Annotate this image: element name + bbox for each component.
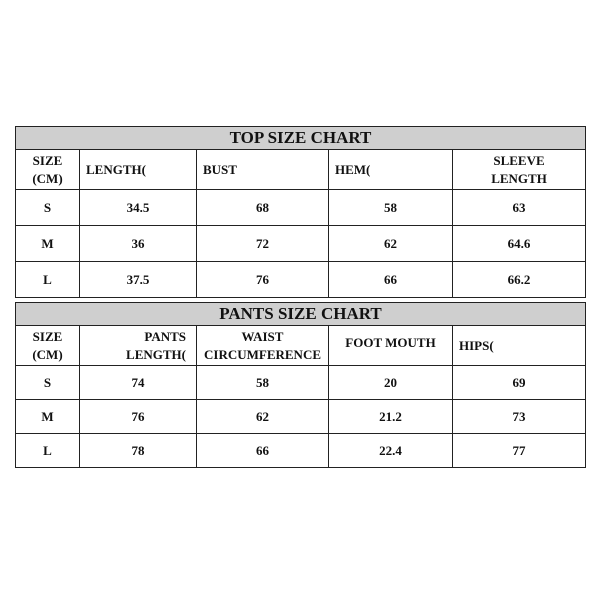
table-row [16,366,586,400]
pants-header-pants-length: PANTS LENGTH( [80,326,197,366]
hips-cell: 69 [453,366,586,400]
pants-length-cell: 78 [80,434,197,468]
size-cell: M [16,400,80,434]
table-row [16,190,586,226]
waist-cell: 62 [197,400,329,434]
hem-cell: 66 [329,262,453,298]
pants-length-cell: 76 [80,400,197,434]
size-cell: L [16,434,80,468]
table-row [16,400,586,434]
pants-length-cell: 74 [80,366,197,400]
pants-size-chart [15,302,586,468]
size-cell: S [16,190,80,226]
length-cell: 34.5 [80,190,197,226]
length-cell: 37.5 [80,262,197,298]
foot-mouth-cell: 21.2 [329,400,453,434]
hem-cell: 58 [329,190,453,226]
pants-chart-title: PANTS SIZE CHART [16,303,586,326]
bust-cell: 76 [197,262,329,298]
waist-cell: 58 [197,366,329,400]
size-cell: S [16,366,80,400]
hem-cell: 62 [329,226,453,262]
pants-header-row [16,326,586,366]
top-header-sleeve-length: SLEEVE LENGTH [453,150,586,190]
pants-header-hips: HIPS( [453,326,586,366]
bust-cell: 72 [197,226,329,262]
top-chart-title: TOP SIZE CHART [16,127,586,150]
foot-mouth-cell: 20 [329,366,453,400]
bust-cell: 68 [197,190,329,226]
sleeve-length-cell: 63 [453,190,586,226]
top-header-bust: BUST [197,150,329,190]
top-size-chart [15,126,586,298]
sleeve-length-cell: 66.2 [453,262,586,298]
hips-cell: 73 [453,400,586,434]
top-header-length: LENGTH( [80,150,197,190]
top-header-size: SIZE (CM) [16,150,80,190]
size-cell: M [16,226,80,262]
waist-cell: 66 [197,434,329,468]
table-row [16,434,586,468]
pants-header-size: SIZE (CM) [16,326,80,366]
pants-header-waist: WAIST CIRCUMFERENCE [197,326,329,366]
sleeve-length-cell: 64.6 [453,226,586,262]
foot-mouth-cell: 22.4 [329,434,453,468]
size-cell: L [16,262,80,298]
table-row [16,262,586,298]
pants-header-foot-mouth: FOOT MOUTH [329,326,453,366]
top-header-row [16,150,586,190]
hips-cell: 77 [453,434,586,468]
length-cell: 36 [80,226,197,262]
table-row [16,226,586,262]
top-header-hem: HEM( [329,150,453,190]
